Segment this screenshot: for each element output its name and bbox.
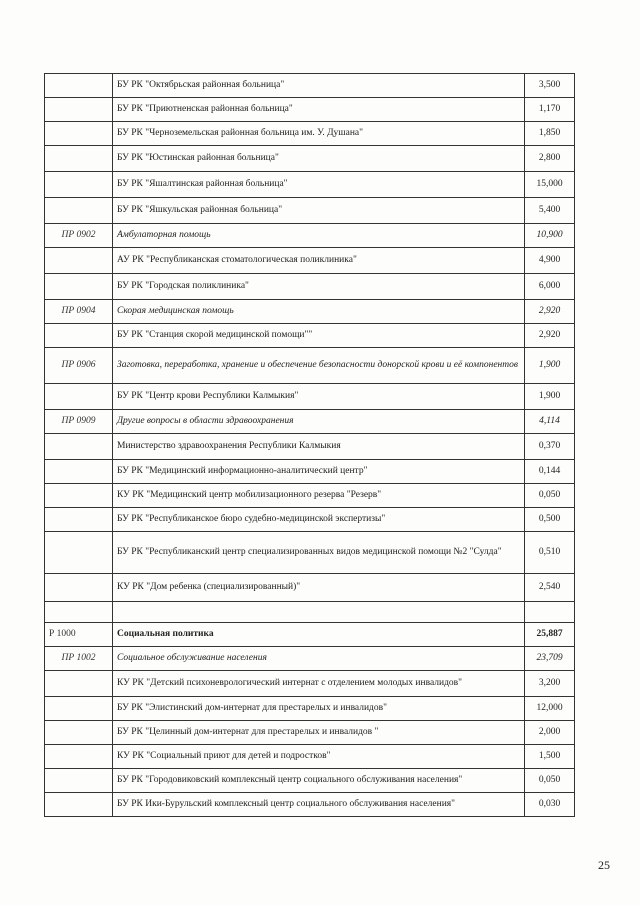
- table-row: [45, 324, 575, 348]
- amount-cell: 6,000: [525, 274, 575, 300]
- table-row: [45, 508, 575, 532]
- name-cell: Социальная политика: [113, 623, 525, 647]
- amount-cell: 1,500: [525, 745, 575, 769]
- code-cell: [45, 98, 113, 122]
- subsection-row: [45, 647, 575, 671]
- table-row: [45, 172, 575, 198]
- code-cell: [45, 384, 113, 410]
- amount-cell: [525, 602, 575, 623]
- table-row: [45, 793, 575, 817]
- name-cell: [113, 602, 525, 623]
- code-cell: [45, 745, 113, 769]
- name-cell: БУ РК "Октябрьская районная больница": [113, 74, 525, 98]
- budget-table: [44, 73, 575, 817]
- table-row: [45, 434, 575, 460]
- name-cell: БУ РК "Яшкульская районная больница": [113, 198, 525, 224]
- table-row: [45, 122, 575, 146]
- amount-cell: 10,900: [525, 224, 575, 248]
- amount-cell: 1,850: [525, 122, 575, 146]
- name-cell: БУ РК "Черноземельская районная больница им. У. Душана": [113, 122, 525, 146]
- code-cell: ПР 0904: [45, 300, 113, 324]
- name-cell: Министерство здравоохранения Республики Калмыкия: [113, 434, 525, 460]
- name-cell: БУ РК "Яшалтинская районная больница": [113, 172, 525, 198]
- code-cell: [45, 602, 113, 623]
- amount-cell: 4,114: [525, 410, 575, 434]
- subsection-row: [45, 224, 575, 248]
- code-cell: Р 1000: [45, 623, 113, 647]
- code-cell: [45, 697, 113, 721]
- code-cell: [45, 274, 113, 300]
- amount-cell: 0,030: [525, 793, 575, 817]
- name-cell: БУ РК "Целинный дом-интернат для престарелых и инвалидов ": [113, 721, 525, 745]
- amount-cell: 0,144: [525, 460, 575, 484]
- amount-cell: 5,400: [525, 198, 575, 224]
- code-cell: [45, 324, 113, 348]
- name-cell: КУ РК "Медицинский центр мобилизационного резерва "Резерв": [113, 484, 525, 508]
- code-cell: [45, 74, 113, 98]
- code-cell: [45, 198, 113, 224]
- code-cell: [45, 122, 113, 146]
- table-row: [45, 721, 575, 745]
- table-row: [45, 460, 575, 484]
- code-cell: [45, 146, 113, 172]
- name-cell: БУ РК "Станция скорой медицинской помощи"": [113, 324, 525, 348]
- subsection-row: [45, 348, 575, 384]
- code-cell: [45, 484, 113, 508]
- table-row: [45, 671, 575, 697]
- code-cell: ПР 0906: [45, 348, 113, 384]
- blank-row: [45, 602, 575, 623]
- code-cell: ПР 0909: [45, 410, 113, 434]
- table-row: [45, 198, 575, 224]
- table-row: [45, 532, 575, 574]
- amount-cell: 2,800: [525, 146, 575, 172]
- name-cell: Амбулаторная помощь: [113, 224, 525, 248]
- code-cell: ПР 0902: [45, 224, 113, 248]
- name-cell: Скорая медицинская помощь: [113, 300, 525, 324]
- code-cell: [45, 172, 113, 198]
- name-cell: БУ РК Ики-Бурульский комплексный центр социального обслуживания населения": [113, 793, 525, 817]
- code-cell: [45, 434, 113, 460]
- code-cell: ПР 1002: [45, 647, 113, 671]
- amount-cell: 1,170: [525, 98, 575, 122]
- amount-cell: 25,887: [525, 623, 575, 647]
- code-cell: [45, 793, 113, 817]
- code-cell: [45, 721, 113, 745]
- table-row: [45, 574, 575, 602]
- amount-cell: 4,900: [525, 248, 575, 274]
- name-cell: Другие вопросы в области здравоохранения: [113, 410, 525, 434]
- code-cell: [45, 460, 113, 484]
- amount-cell: 0,510: [525, 532, 575, 574]
- amount-cell: 3,500: [525, 74, 575, 98]
- name-cell: БУ РК "Центр крови Республики Калмыкия": [113, 384, 525, 410]
- name-cell: Заготовка, переработка, хранение и обеспечение безопасности донорской крови и её компонентов: [113, 348, 525, 384]
- amount-cell: 2,920: [525, 324, 575, 348]
- amount-cell: 0,500: [525, 508, 575, 532]
- subsection-row: [45, 410, 575, 434]
- amount-cell: 2,000: [525, 721, 575, 745]
- table-row: [45, 74, 575, 98]
- name-cell: БУ РК "Медицинский информационно-аналитический центр": [113, 460, 525, 484]
- table-row: [45, 98, 575, 122]
- name-cell: БУ РК "Республиканский центр специализированных видов медицинской помощи №2 "Сулда": [113, 532, 525, 574]
- code-cell: [45, 508, 113, 532]
- table-row: [45, 745, 575, 769]
- name-cell: КУ РК "Дом ребенка (специализированный)": [113, 574, 525, 602]
- name-cell: БУ РК "Юстинская районная больница": [113, 146, 525, 172]
- table-row: [45, 274, 575, 300]
- amount-cell: 2,540: [525, 574, 575, 602]
- page-number: 25: [598, 858, 610, 872]
- amount-cell: 23,709: [525, 647, 575, 671]
- table-row: [45, 384, 575, 410]
- table-row: [45, 769, 575, 793]
- table-row: [45, 697, 575, 721]
- amount-cell: 12,000: [525, 697, 575, 721]
- code-cell: [45, 574, 113, 602]
- table-row: [45, 248, 575, 274]
- name-cell: БУ РК "Республиканское бюро судебно-медицинской экспертизы": [113, 508, 525, 532]
- name-cell: АУ РК "Республиканская стоматологическая поликлиника": [113, 248, 525, 274]
- table-row: [45, 146, 575, 172]
- amount-cell: 0,050: [525, 484, 575, 508]
- name-cell: КУ РК "Детский психоневрологический интернат с отделением молодых инвалидов": [113, 671, 525, 697]
- name-cell: Социальное обслуживание населения: [113, 647, 525, 671]
- subsection-row: [45, 300, 575, 324]
- amount-cell: 1,900: [525, 384, 575, 410]
- name-cell: БУ РК "Городская поликлиника": [113, 274, 525, 300]
- name-cell: КУ РК "Социальный приют для детей и подростков": [113, 745, 525, 769]
- amount-cell: 2,920: [525, 300, 575, 324]
- section-header-row: [45, 623, 575, 647]
- amount-cell: 0,050: [525, 769, 575, 793]
- name-cell: БУ РК "Приютненская районная больница": [113, 98, 525, 122]
- code-cell: [45, 769, 113, 793]
- code-cell: [45, 671, 113, 697]
- code-cell: [45, 532, 113, 574]
- budget-table-body: [45, 74, 575, 817]
- amount-cell: 3,200: [525, 671, 575, 697]
- name-cell: БУ РК "Городовиковский комплексный центр социального обслуживания населения": [113, 769, 525, 793]
- code-cell: [45, 248, 113, 274]
- name-cell: БУ РК "Элистинский дом-интернат для престарелых и инвалидов": [113, 697, 525, 721]
- amount-cell: 0,370: [525, 434, 575, 460]
- amount-cell: 15,000: [525, 172, 575, 198]
- amount-cell: 1,900: [525, 348, 575, 384]
- table-row: [45, 484, 575, 508]
